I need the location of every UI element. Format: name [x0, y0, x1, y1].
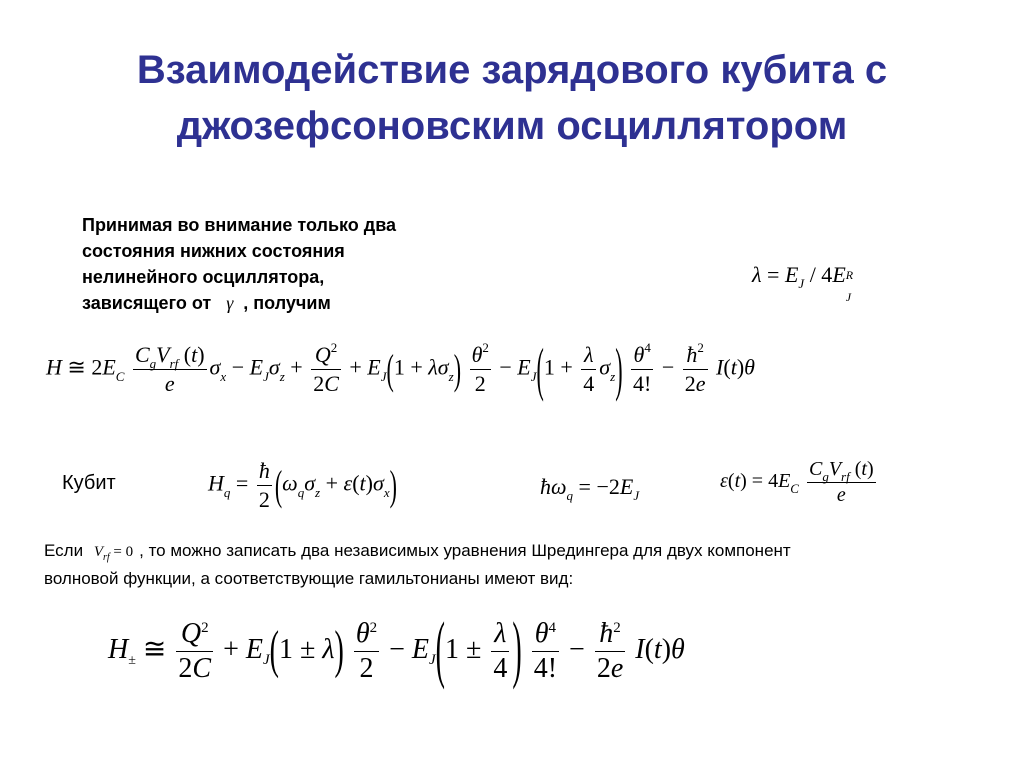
intro-line-4	[82, 290, 502, 316]
intro-line-2: состояния нижних состояния	[82, 241, 345, 261]
title-line-1: Взаимодействие зарядового кубита с	[136, 48, 888, 92]
qubit-hamiltonian-formula: $H_q$ = $\frac{ħ}{2}$ $(\omega_q\sigma_z + \varepsilon(t)\sigma_x)$	[208, 458, 397, 512]
vrf-zero-formula: $V_{rf} = 0$	[93, 544, 134, 563]
qubit-label: Кубит	[62, 472, 116, 494]
slide-title	[40, 42, 984, 154]
intro-line-4-after: , получим	[243, 293, 331, 313]
paragraph-line-2: волновой функции, а соответствующие гамильтонианы имеют вид:	[44, 569, 574, 588]
lambda-definition-formula: $\lambda = E_J / 4E$ R J	[752, 262, 854, 304]
paragraph-rest: , то можно записать два независимых уравнения Шредингера для двух компонент	[139, 541, 791, 560]
paragraph-start: Если	[44, 541, 84, 560]
intro-line-4-before: зависящего от	[82, 293, 212, 313]
epsilon-formula: $\varepsilon(t) = 4E_C$ $\frac{C_gV_{rf} (t)}{e}$	[720, 458, 874, 506]
paragraph-line-1	[44, 538, 1004, 566]
gamma-symbol: γ	[226, 293, 234, 313]
intro-line-1: Принимая во внимание только два	[82, 215, 397, 235]
condition-paragraph	[44, 538, 1004, 591]
intro-line-3: нелинейного осциллятора,	[82, 267, 325, 287]
qubit-frequency-formula: $ħ\omega_q = -2E_J$	[540, 474, 640, 503]
intro-text	[82, 212, 502, 316]
full-hamiltonian-formula: H ≅ $2E_C$ $\frac{C_gV_{rf} (t)}{e}$ $\sigma_x - E_J\sigma_z$ + $\frac{Q^2}{2C}$ + $E_J(1 + \lambda\sigma_z)$ $\frac{\theta^2}{2}$ − $E_J(1$ + $\frac{\lambda}{4}$ $\sigma_z$) $\frac{\theta^4}{4!}$ − $\frac{ħ^2}{2e}$ I(t)θ	[46, 334, 755, 402]
split-hamiltonian-formula: $H_\pm$ ≅ $\frac{Q^2}{2C}$ + $E_J(1 \pm \lambda)$ $\frac{\theta^2}{2}$ − $E_J(1$ ± $\frac{\lambda}{4}$ ) $\frac{\theta^4}{4!}$ − $\frac{ħ^2}{2e}$ I(t)θ	[108, 608, 685, 692]
title-line-2: джозефсоновским осциллятором	[176, 104, 848, 148]
